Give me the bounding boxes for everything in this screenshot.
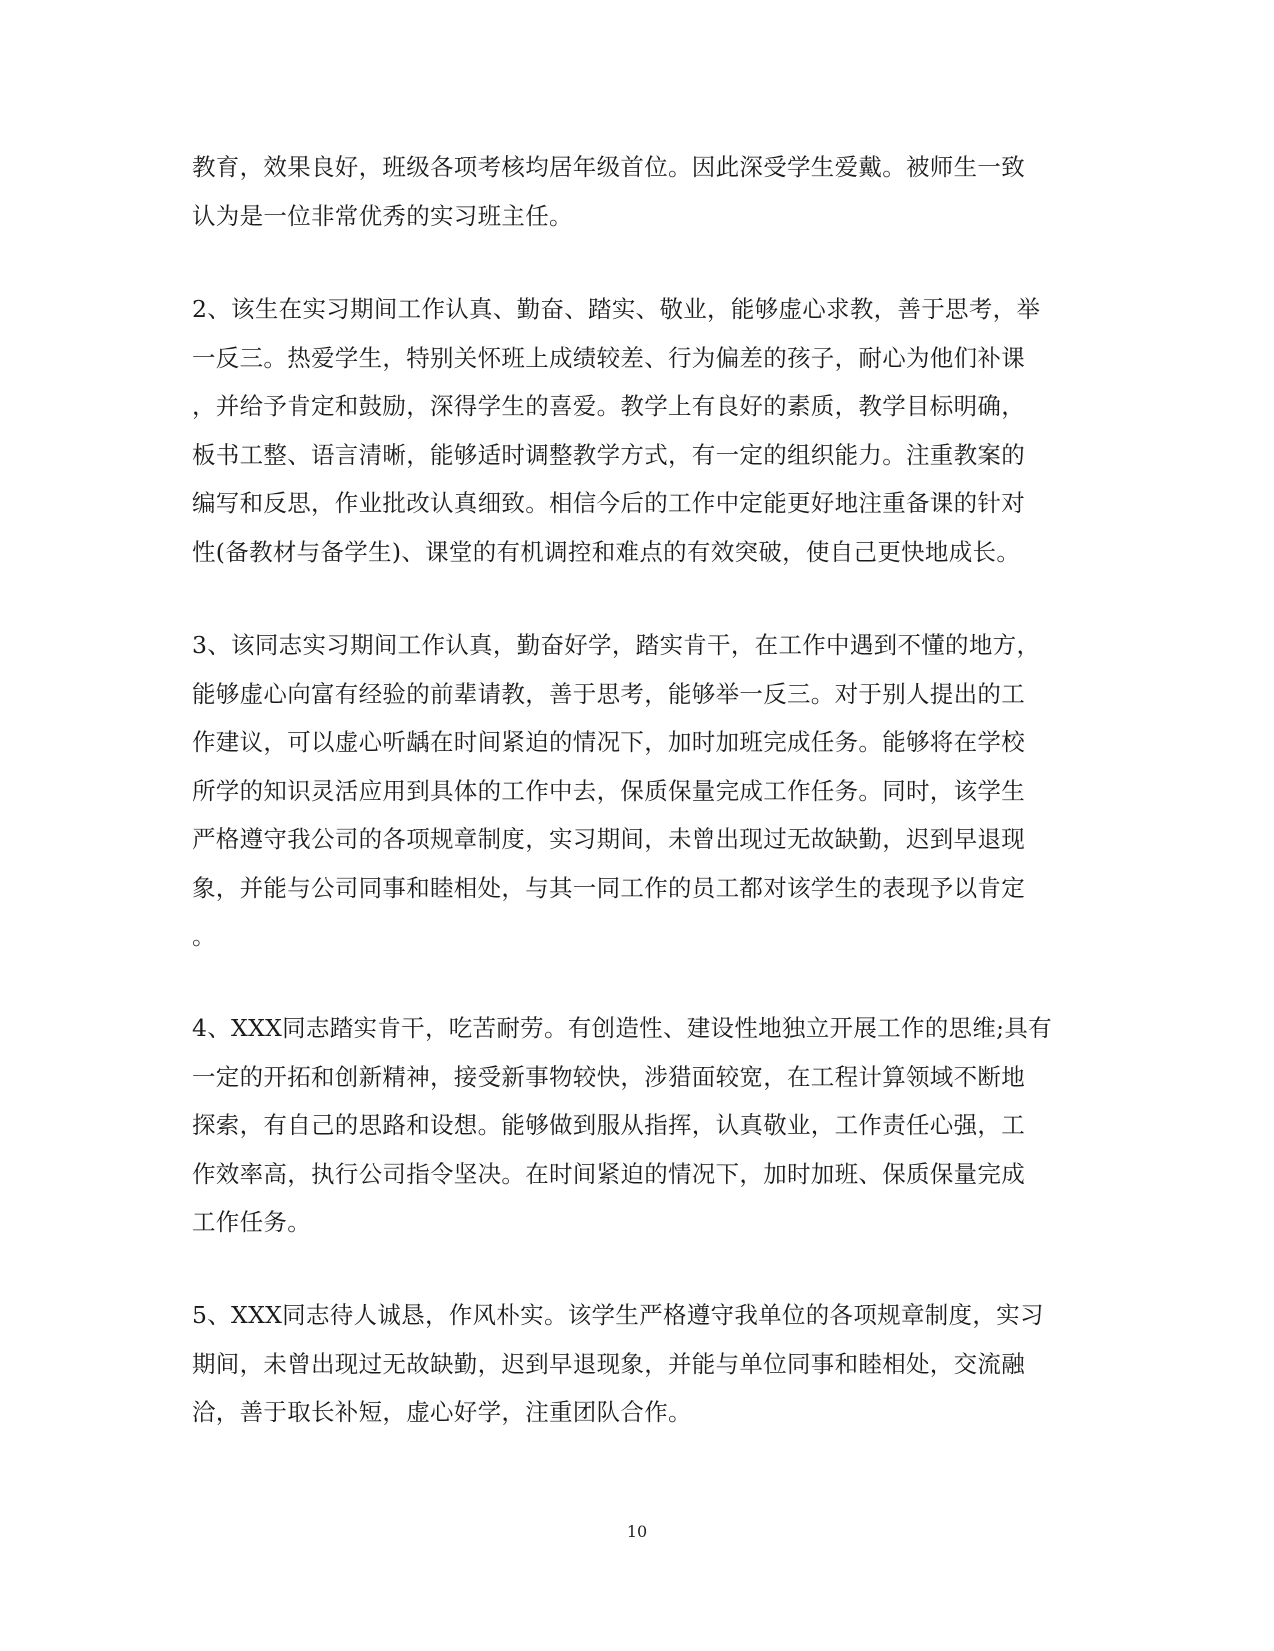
paragraph-line: 一定的开拓和创新精神，接受新事物较快，涉猎面较宽，在工程计算领域不断地 bbox=[192, 1062, 1025, 1091]
paragraph-line: 3、该同志实习期间工作认真，勤奋好学，踏实肯干，在工作中遇到不懂的地方， bbox=[192, 631, 1041, 659]
paragraph-line: 作建议，可以虚心听龋在时间紧迫的情况下，加时加班完成任务。能够将在学校 bbox=[192, 728, 1025, 756]
paragraph-2 bbox=[192, 285, 1072, 576]
paragraph-line: ，并给予肯定和鼓励，深得学生的喜爱。教学上有良好的素质，教学目标明确， bbox=[192, 392, 1025, 420]
paragraph-line: 。 bbox=[192, 922, 216, 950]
paragraph-line: 象，并能与公司同事和睦相处，与其一同工作的员工都对该学生的表现予以肯定 bbox=[192, 873, 1025, 902]
paragraph-3 bbox=[192, 621, 1072, 961]
paragraph-line: 5、XXX同志待人诚恳，作风朴实。该学生严格遵守我单位的各项规章制度，实习 bbox=[192, 1301, 1044, 1329]
paragraph-line: 严格遵守我公司的各项规章制度，实习期间，未曾出现过无故缺勤，迟到早退现 bbox=[192, 825, 1025, 853]
page-number: 10 bbox=[626, 1522, 648, 1541]
paragraph-line: 期间，未曾出现过无故缺勤，迟到早退现象，并能与单位同事和睦相处，交流融 bbox=[192, 1349, 1025, 1378]
paragraph-line: 编写和反思，作业批改认真细致。相信今后的工作中定能更好地注重备课的针对 bbox=[192, 489, 1025, 517]
paragraph-line: 所学的知识灵活应用到具体的工作中去，保质保量完成工作任务。同时，该学生 bbox=[192, 776, 1025, 805]
paragraph-line: 4、XXX同志踏实肯干，吃苦耐劳。有创造性、建设性地独立开展工作的思维;具有 bbox=[192, 1014, 1052, 1042]
paragraph-line: 能够虚心向富有经验的前辈请教，善于思考，能够举一反三。对于别人提出的工 bbox=[192, 679, 1025, 708]
paragraph-4 bbox=[192, 1004, 1072, 1247]
paragraph-line: 认为是一位非常优秀的实习班主任。 bbox=[192, 201, 573, 230]
paragraph-line: 板书工整、语言清晰，能够适时调整教学方式，有一定的组织能力。注重教案的 bbox=[192, 440, 1025, 469]
paragraph-line: 一反三。热爱学生，特别关怀班上成绩较差、行为偏差的孩子，耐心为他们补课 bbox=[192, 343, 1025, 372]
paragraph-1 bbox=[192, 143, 1072, 240]
paragraph-line: 性(备教材与备学生)、课堂的有机调控和难点的有效突破，使自己更快地成长。 bbox=[192, 537, 1021, 566]
paragraph-line: 教育，效果良好，班级各项考核均居年级首位。因此深受学生爱戴。被师生一致 bbox=[192, 153, 1025, 181]
paragraph-line: 洽，善于取长补短，虚心好学，注重团队合作。 bbox=[192, 1398, 692, 1426]
paragraph-line: 工作任务。 bbox=[192, 1208, 311, 1236]
paragraph-line: 2、该生在实习期间工作认真、勤奋、踏实、敬业，能够虚心求教，善于思考，举 bbox=[192, 295, 1041, 323]
paragraph-line: 探索，有自己的思路和设想。能够做到服从指挥，认真敬业，工作责任心强，工 bbox=[192, 1111, 1025, 1139]
paragraph-5 bbox=[192, 1291, 1072, 1437]
paragraph-line: 作效率高，执行公司指令坚决。在时间紧迫的情况下，加时加班、保质保量完成 bbox=[192, 1159, 1025, 1188]
